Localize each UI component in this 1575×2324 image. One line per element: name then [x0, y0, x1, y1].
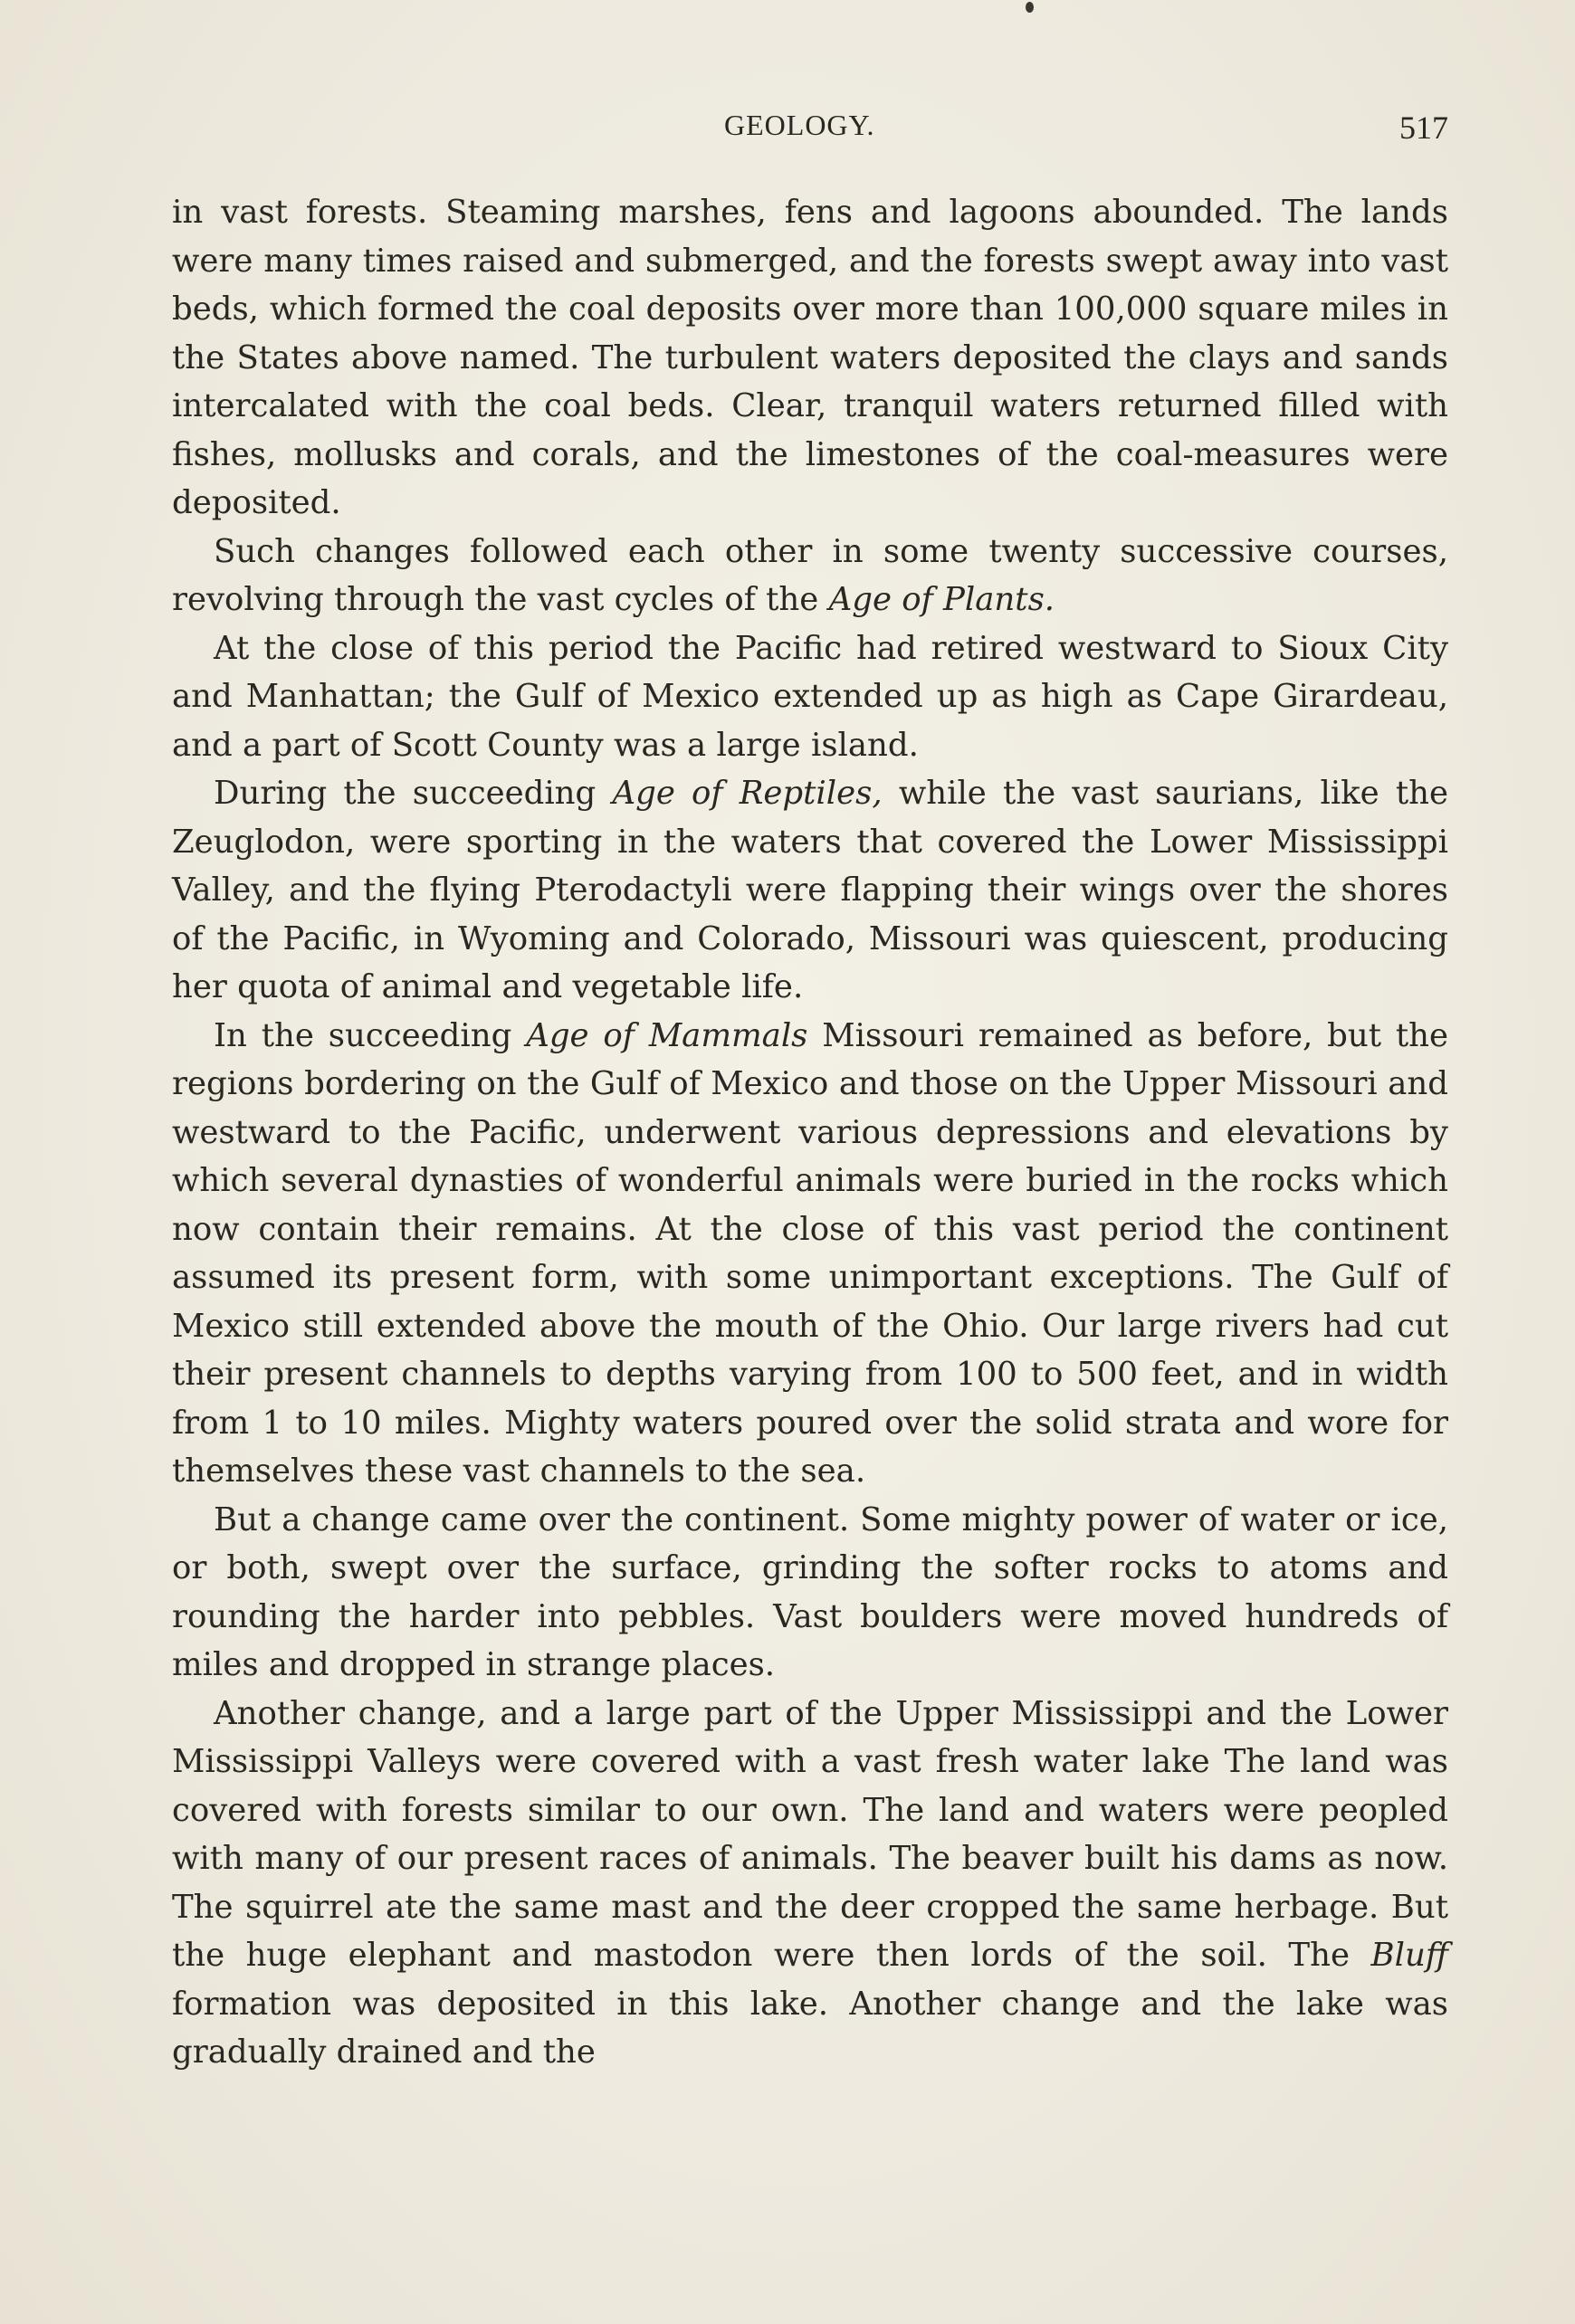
page-header [172, 109, 1448, 154]
paragraph [172, 1496, 1448, 1690]
text-run: In the succeeding [214, 1016, 527, 1054]
text-run: At the close of this period the Pacific had retired westward to Sioux City and Manhattan; the Gulf of Mexico extended up as high as Cape Girardeau, and a part of Scott County was a large island. [172, 629, 1448, 764]
paragraph [172, 624, 1448, 770]
paragraph [172, 769, 1448, 1012]
body-text [172, 188, 1448, 2077]
paragraph [172, 1690, 1448, 2077]
text-run: Another change, and a large part of the Upper Mississippi and the Lower Mississippi Valleys were covered with a vast fresh water lake The land was covered with forests similar to our own. The land and waters were peopled with many of our present races of animals. The beaver built his dams as now. The squirrel ate the same mast and the deer cropped the same herbage. But the huge elephant and mastodon were then lords of the soil. The [172, 1694, 1448, 1974]
italic-text: Age of Reptiles, [612, 775, 883, 812]
italic-text: Age of Plants. [828, 581, 1055, 618]
text-run: formation was deposited in this lake. Another change and the lake was gradually drained and the [172, 1985, 1448, 2071]
ink-speck [1026, 2, 1034, 13]
text-run: But a change came over the continent. Some mighty power of water or ice, or both, swept over the surface, grinding the softer rocks to atoms and rounding the harder into pebbles. Vast boulders were moved hundreds of miles and dropped in strange places. [172, 1500, 1448, 1683]
text-run: while the vast saurians, like the Zeuglodon, were sporting in the waters that covered the Lower Mississippi Valley, and the flying Pterodactyli were flapping their wings over the shores of the Pacific, in Wyoming and Colorado, Missouri was quiescent, producing her quota of animal and vegetable life. [172, 775, 1449, 1005]
text-run: During the succeeding [214, 775, 613, 812]
running-head: GEOLOGY. [724, 109, 875, 141]
italic-text: Bluff [1370, 1937, 1448, 1974]
paragraph [172, 528, 1448, 624]
page-number: 517 [1399, 110, 1448, 146]
italic-text: Age of Mammals [526, 1016, 808, 1054]
text-run: Such changes followed each other in some twenty successive courses, revolving through the vast cycles of the [172, 532, 1448, 618]
paragraph [172, 188, 1448, 528]
text-run: in vast forests. Steaming marshes, fens and lagoons abounded. The lands were many times raised and submerged, and the forests swept away into vast beds, which formed the coal deposits over more than 100,000 square miles in the States above named. The turbulent waters deposited the clays and sands intercalated with the coal beds. Clear, tranquil waters returned filled with fishes, mollusks and corals, and the limestones of the coal-measures were deposited. [172, 194, 1448, 521]
paragraph [172, 1012, 1448, 1496]
text-run: Missouri remained as before, but the regions bordering on the Gulf of Mexico and those on the Upper Missouri and westward to the Pacific, underwent various depressions and elevations by which several dynasties of wonderful animals were buried in the rocks which now contain their remains. At the close of this vast period the continent assumed its present form, with some unimportant exceptions. The Gulf of Mexico still extended above the mouth of the Ohio. Our large rivers had cut their present channels to depths varying from 100 to 500 feet, and in width from 1 to 10 miles. Mighty waters poured over the solid strata and wore for themselves these vast channels to the sea. [172, 1016, 1448, 1490]
